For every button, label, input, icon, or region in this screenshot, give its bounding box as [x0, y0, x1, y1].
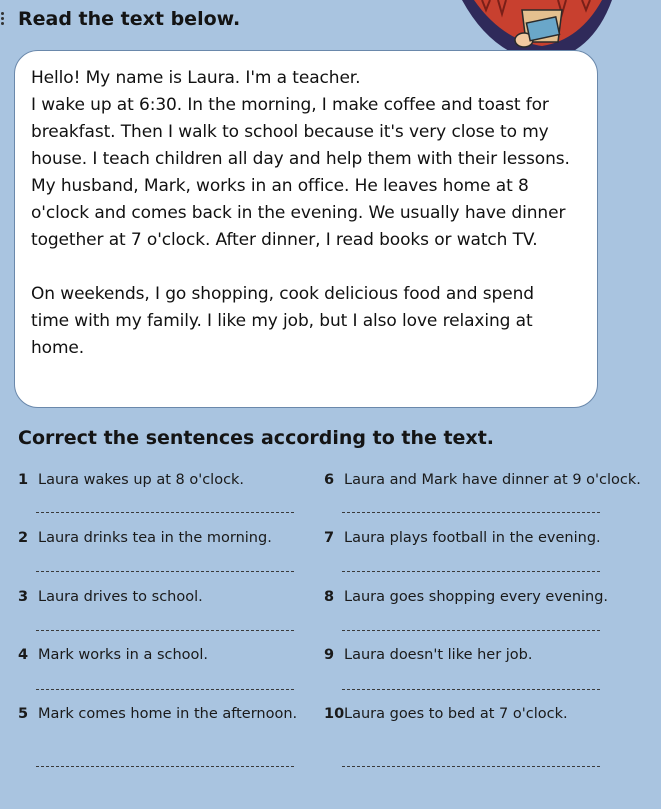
- passage-line: o'clock and comes back in the evening. We usually have dinner: [31, 203, 566, 223]
- answer-line-7[interactable]: [342, 571, 600, 572]
- question-number: 5: [18, 706, 29, 722]
- read-instruction-heading: Read the text below.: [18, 8, 241, 30]
- question-text: Laura goes shopping every evening.: [344, 589, 609, 605]
- passage-line: My husband, Mark, works in an office. He leaves home at 8: [31, 176, 529, 196]
- question-1: [18, 472, 244, 488]
- answer-line-9[interactable]: [342, 689, 600, 690]
- question-4: [18, 647, 208, 663]
- correct-instruction-heading: Correct the sentences according to the text.: [18, 427, 494, 449]
- question-8: [324, 589, 608, 605]
- question-text: Laura doesn't like her job.: [344, 647, 533, 663]
- answer-line-8[interactable]: [342, 630, 600, 631]
- passage-line: time with my family. I like my job, but I also love relaxing at: [31, 311, 533, 331]
- passage-line: together at 7 o'clock. After dinner, I read books or watch TV.: [31, 230, 538, 250]
- answer-line-4[interactable]: [36, 689, 294, 690]
- answer-line-6[interactable]: [342, 512, 600, 513]
- question-text: Laura wakes up at 8 o'clock.: [38, 472, 245, 488]
- question-7: [324, 530, 601, 546]
- passage-line: I wake up at 6:30. In the morning, I make coffee and toast for: [31, 95, 549, 115]
- question-text: Mark works in a school.: [38, 647, 209, 663]
- answer-line-2[interactable]: [36, 571, 294, 572]
- question-text: Laura drives to school.: [38, 589, 203, 605]
- paragraph-gap: [31, 254, 597, 281]
- reading-passage: [14, 50, 598, 408]
- passage-line: On weekends, I go shopping, cook delicious food and spend: [31, 284, 534, 304]
- question-6: [324, 472, 641, 488]
- answer-line-5[interactable]: [36, 766, 294, 767]
- answer-line-3[interactable]: [36, 630, 294, 631]
- question-number: 6: [324, 472, 335, 488]
- question-9: [324, 647, 533, 663]
- passage-line: breakfast. Then I walk to school because it's very close to my: [31, 122, 549, 142]
- question-number: 7: [324, 530, 335, 546]
- question-number: 4: [18, 647, 29, 663]
- question-number: 3: [18, 589, 29, 605]
- passage-line: house. I teach children all day and help them with their lessons.: [31, 149, 570, 169]
- question-text: Laura goes to bed at 7 o'clock.: [344, 706, 568, 722]
- question-5: [18, 706, 297, 722]
- question-number: 8: [324, 589, 335, 605]
- question-10: [324, 706, 568, 722]
- passage-line: home.: [31, 338, 85, 358]
- question-text: Laura drinks tea in the morning.: [38, 530, 272, 546]
- passage-line: Hello! My name is Laura. I'm a teacher.: [31, 68, 361, 88]
- question-3: [18, 589, 203, 605]
- answer-line-1[interactable]: [36, 512, 294, 513]
- question-number: 9: [324, 647, 335, 663]
- question-text: Laura plays football in the evening.: [344, 530, 601, 546]
- question-number: 2: [18, 530, 29, 546]
- heading-marker: [0, 10, 6, 30]
- question-text: Laura and Mark have dinner at 9 o'clock.: [344, 472, 641, 488]
- question-number: 1: [18, 472, 29, 488]
- question-number: 10: [324, 706, 345, 722]
- answer-line-10[interactable]: [342, 766, 600, 767]
- question-2: [18, 530, 272, 546]
- question-text: Mark comes home in the afternoon.: [38, 706, 298, 722]
